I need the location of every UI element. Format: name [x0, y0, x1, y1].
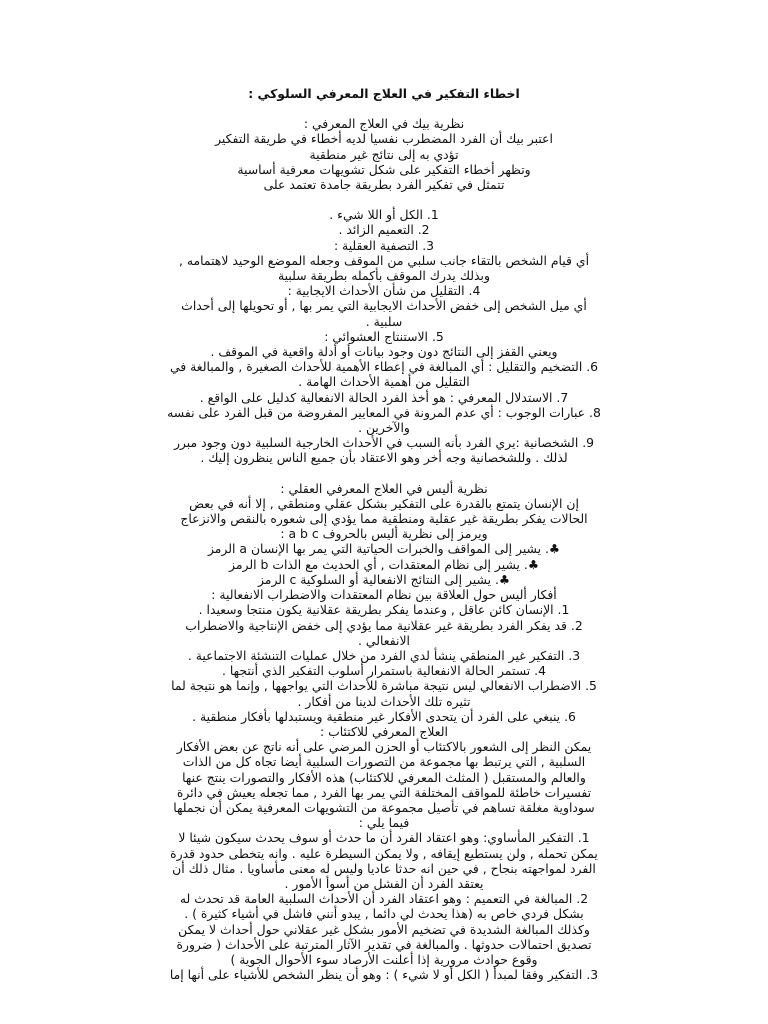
list-item: وبذلك يدرك الموقف بأكمله بطريقة سلبية — [278, 268, 490, 284]
list-item: تصديق احتمالات حدوثها . والمبالغة في تقدير الآثار المترتبة على الأحداث ( ضرورة — [176, 936, 592, 952]
section-heading-beck: نظرية بيك في العلاج المعرفي : — [303, 116, 465, 132]
list-item: 9. الشخصانية :يري الفرد بأنه السبب في الأحداث الخارجية السلبية دون وجود مبرر — [173, 435, 595, 451]
list-item: 6. التضخيم والتقليل : أي المبالغة في إعطاء الأهمية للأحداث الصغيرة , والمبالغة في — [169, 359, 599, 375]
paragraph-line: والعالم والمستقبل ( المثلث المعرفي للاكتئاب) هذه الأفكار والتصورات ينتج عنها — [182, 769, 586, 785]
list-item: يعتقد الفرد أن الفشل من أسوأ الأمور . — [284, 875, 484, 891]
list-item: الانفعالي . — [358, 632, 410, 648]
list-item: 3. التصفية العقلية : — [333, 237, 435, 253]
paragraph-line: السلبية , التي يرتبط بها مجموعة من التصورات السلبية أيضا تجاه كل من الذات — [182, 754, 586, 770]
symbol-item: ♣. يشير إلى نظام المعتقدات , أي الحديث مع الذات b الرمز — [229, 556, 539, 572]
list-item: 1. الكل أو اللا شيء . — [329, 207, 439, 223]
document-page — [110, 86, 658, 982]
paragraph-line: ويرمز إلى نظرية أليس بالحروف a b c : — [280, 526, 488, 542]
paragraph-line: الحالات يفكر بطريقة غير عقلية ومنطقية مما يؤدي إلى شعوره بالنقص والانزعاج — [180, 511, 588, 527]
list-item: بشكل فردي خاص به (هذا يحدث لي دائما , يبدو أنني فاشل في أشياء كثيرة ) . — [184, 906, 584, 922]
symbol-item: ♣. يشير إلى النتائج الانفعالية أو السلوكية c الرمز — [257, 571, 511, 587]
paragraph-line: تؤدي به إلى نتائج غير منطقية — [309, 146, 459, 162]
list-item: أي قيام الشخص بالتقاء جانب سلبي من الموقف وجعله الموضع الوحيد لاهتمامه , — [178, 252, 590, 268]
list-item: والآخرين . — [358, 420, 410, 436]
list-item: لذلك . وللشخصانية وجه أخر وهو الاعتقاد بأن جميع الناس ينظرون إليك . — [200, 450, 568, 466]
list-item: 7. الاستدلال المعرفي : هو أخذ الفرد الحالة الانفعالية كدليل على الواقع . — [199, 389, 569, 405]
list-item: التقليل من أهمية الأحداث الهامة . — [298, 374, 470, 390]
list-item: ويعني القفز إلى النتائج دون وجود بيانات أو أدلة واقعية في الموقف . — [210, 344, 558, 360]
list-item: 5. الاضطراب الانفعالي ليس نتيجة مباشرة للأحداث التي يواجهها , وإنما هو نتيجة لما — [171, 678, 597, 694]
list-item: 3. التفكير وفقا لمبدأ ( الكل أو لا شيء ) : وهو أن ينظر الشخص للأشياء على أنها إما — [169, 967, 599, 983]
section-heading-depression: العلاج المعرفي للاكتئاب : — [319, 723, 448, 739]
list-item: 3. التفكير غير المنطقي ينشأ لدي الفرد من خلال عمليات التنشئة الاجتماعية . — [187, 647, 581, 663]
paragraph-line: تتمثل في تفكير الفرد بطريقة جامدة تعتمد على — [263, 177, 505, 193]
list-item: 2. المبالغة في التعميم : وهو اعتقاد الفرد أن الأحداث السلبية العامة قد تحدث له — [179, 891, 589, 907]
paragraph-line: تفسيرات خاطئة للمواقف المختلفة التي يمر بها الفرد , مما تجعله يعيش في دائرة — [176, 784, 592, 800]
list-item: 8. عبارات الوجوب : أي عدم المرونة في المعايير المفروضة من قبل الفرد على نفسه — [167, 404, 601, 420]
paragraph-line: إن الإنسان يتمتع بالقدرة على التفكير بشكل عقلي ومنطقي , إلا أنه في بعض — [189, 495, 579, 511]
list-item: الفرد لمواجهته بنجاح , في حين انه حدثا عاديا وليس له معنى مأساويا . مثال ذلك أن — [172, 860, 596, 876]
section-heading-ellis: نظرية أليس في العلاج المعرفي العقلي : — [280, 480, 488, 496]
spacer — [110, 192, 658, 207]
document-title: اخطاء التفكير في العلاج المعرفي السلوكي : — [248, 86, 520, 101]
list-item: وكذلك المبالغة الشديدة في تضخيم الأمور بشكل غير عقلاني حول أحداث لا يمكن — [178, 921, 590, 937]
list-item: 5. الاستنتاج العشوائي : — [324, 328, 444, 344]
subheading-ellis-ideas: أفكار أليس حول العلاقة بين نظام المعتقدات والاضطراب الانفعالية : — [211, 587, 557, 603]
list-item: 4. التقليل من شأن الأحداث الايجابية : — [287, 283, 481, 299]
symbol-item: ♣. يشير إلى المواقف والخبرات الحياتية التي يمر بها الإنسان a الرمز — [207, 541, 561, 557]
paragraph-line: اعتبر بيك أن الفرد المضطرب نفسيا لديه أخطاء في طريقة التفكير — [215, 131, 553, 147]
list-item: وقوع حوادث مرورية إذا أعلنت الأرصاد سوء الأحوال الجوية ) — [230, 951, 538, 967]
list-item: يمكن تحمله , ولن يستطيع إيقافه , ولا يمكن السيطرة عليه . وانه يتخطى حدود قدرة — [170, 845, 598, 861]
paragraph-line: سوداوية مغلقة تساهم في تأصيل مجموعة من التشويهات المعرفية يمكن أن نجملها — [173, 799, 595, 815]
list-item: 1. التفكير المأساوي: وهو اعتقاد الفرد أن ما حدث أو سوف يحدث سيكون شيئا لا — [178, 830, 590, 846]
list-item: 6. ينبغي على الفرد أن يتحدى الأفكار غير منطقية ويستبدلها بأفكار منطقية . — [192, 708, 576, 724]
list-item: تثيره تلك الأحداث لدينا من أفكار . — [297, 693, 471, 709]
paragraph-line: يمكن النظر إلى الشعور بالاكتئاب أو الحزن المرضي على أنه ناتج عن بعض الأفكار — [176, 739, 592, 755]
spacer — [110, 466, 658, 481]
list-item: 2. التعميم الزائد . — [338, 222, 430, 238]
paragraph-line: فيما يلي : — [358, 815, 410, 831]
list-item: سلبية . — [365, 313, 403, 329]
paragraph-line: وتظهر أخطاء التفكير على شكل تشويهات معرفية أساسية — [237, 161, 531, 177]
list-item: أي ميل الشخص إلى خفض الأحداث الايجابية التي يمر بها , أو تحويلها إلى أحداث — [181, 298, 587, 314]
spacer — [110, 101, 658, 116]
list-item: 4. تستمر الحالة الانفعالية باستمرار أسلوب التفكير الذي أنتجها . — [222, 663, 546, 679]
list-item: 2. قد يفكر الفرد بطريقة غير عقلانية مما يؤدي إلى خفض الإنتاجية والاضطراب — [185, 617, 583, 633]
list-item: 1. الإنسان كائن عاقل , وعندما يفكر بطريقة عقلانية يكون منتجا وسعيدا . — [198, 602, 570, 618]
